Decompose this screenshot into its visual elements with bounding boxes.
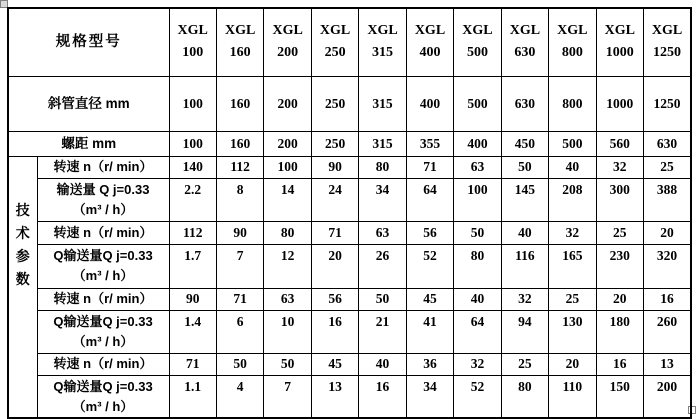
capacity-value-cell: 8	[216, 178, 263, 221]
speed-value-cell: 56	[406, 221, 453, 244]
speed-value-cell: 16	[596, 353, 643, 375]
capacity-value-cell: 130	[549, 310, 596, 353]
diameter-value-cell: 1250	[644, 76, 691, 131]
capacity-value-cell: 16	[311, 310, 358, 353]
capacity-value-cell: 165	[549, 244, 596, 288]
capacity-value-cell: 64	[406, 178, 453, 221]
capacity-value-cell: 13	[311, 375, 358, 418]
capacity-value-cell: 150	[596, 375, 643, 418]
capacity-value-cell: 2.2	[169, 178, 216, 221]
model-header-cell	[406, 8, 453, 76]
capacity-value-cell: 1.4	[169, 310, 216, 353]
spec-table	[7, 7, 692, 419]
row-label-line1: Q输送量Q j=0.33	[53, 247, 153, 263]
speed-value-cell: 80	[264, 221, 311, 244]
diameter-value-cell: 100	[169, 76, 216, 131]
speed-label-cell	[37, 353, 169, 375]
speed-value-cell: 20	[549, 353, 596, 375]
capacity-value-cell: 64	[454, 310, 501, 353]
model-prefix: XGL	[557, 23, 588, 39]
capacity-value-cell: 1.7	[169, 244, 216, 288]
speed-value-cell: 32	[549, 221, 596, 244]
model-prefix: XGL	[651, 23, 683, 39]
tech-params-group-char: 数	[15, 270, 30, 287]
capacity-value-cell: 24	[311, 178, 358, 221]
pitch-value-cell: 200	[264, 131, 311, 156]
model-header-cell	[454, 8, 501, 76]
speed-value-cell: 25	[501, 353, 548, 375]
capacity-value-cell: 26	[359, 244, 406, 288]
speed-value-cell: 40	[359, 353, 406, 375]
speed-value-cell: 90	[216, 221, 263, 244]
pitch-value-cell: 355	[406, 131, 453, 156]
capacity-value-cell: 80	[501, 375, 548, 418]
row-label-line1: 输送量 Q j=0.33	[56, 181, 150, 197]
speed-value-cell: 50	[264, 353, 311, 375]
model-header-cell	[644, 8, 691, 76]
model-number: 100	[182, 45, 204, 61]
diameter-label-cell: 斜管直径 mm	[8, 76, 169, 131]
capacity-value-cell: 4	[216, 375, 263, 418]
capacity-value-cell: 180	[596, 310, 643, 353]
row-label-line2: （m³ / h）	[72, 398, 134, 414]
speed-value-cell: 80	[359, 156, 406, 178]
capacity-value-cell: 34	[406, 375, 453, 418]
speed-value-cell: 50	[501, 156, 548, 178]
capacity-value-cell: 320	[644, 244, 691, 288]
speed-label-cell	[37, 156, 169, 178]
speed-value-cell: 32	[501, 288, 548, 310]
capacity-value-cell: 12	[264, 244, 311, 288]
capacity-value-cell: 14	[264, 178, 311, 221]
speed-value-cell: 25	[644, 156, 691, 178]
tech-params-group-cell	[8, 156, 37, 418]
pitch-value-cell: 500	[549, 131, 596, 156]
pitch-value-cell: 400	[454, 131, 501, 156]
diameter-value-cell: 200	[264, 76, 311, 131]
speed-value-cell: 32	[454, 353, 501, 375]
tech-params-group-char: 参	[15, 247, 30, 264]
model-number: 315	[372, 45, 394, 61]
capacity-value-cell: 260	[644, 310, 691, 353]
diameter-value-cell: 315	[359, 76, 406, 131]
model-header-cell	[596, 8, 643, 76]
capacity-value-cell: 52	[454, 375, 501, 418]
capacity-value-cell: 230	[596, 244, 643, 288]
pitch-value-cell: 100	[169, 131, 216, 156]
speed-value-cell: 50	[359, 288, 406, 310]
capacity-value-cell: 94	[501, 310, 548, 353]
speed-value-cell: 63	[264, 288, 311, 310]
speed-value-cell: 71	[406, 156, 453, 178]
speed-value-cell: 20	[644, 221, 691, 244]
capacity-value-cell: 1.1	[169, 375, 216, 418]
speed-value-cell: 40	[454, 288, 501, 310]
diameter-value-cell: 160	[216, 76, 263, 131]
model-header-cell	[549, 8, 596, 76]
row-label-line1: 转速 n（r/ min）	[53, 356, 153, 371]
model-number: 200	[277, 45, 299, 61]
speed-label-cell	[37, 288, 169, 310]
speed-value-cell: 45	[311, 353, 358, 375]
speed-value-cell: 112	[216, 156, 263, 178]
speed-value-cell: 63	[454, 156, 501, 178]
diameter-value-cell: 250	[311, 76, 358, 131]
diameter-value-cell: 630	[501, 76, 548, 131]
capacity-value-cell: 7	[216, 244, 263, 288]
capacity-value-cell: 208	[549, 178, 596, 221]
capacity-value-cell: 21	[359, 310, 406, 353]
tech-params-group-char: 技	[15, 201, 30, 218]
pitch-value-cell: 630	[644, 131, 691, 156]
capacity-value-cell: 200	[644, 375, 691, 418]
model-header-cell	[264, 8, 311, 76]
speed-value-cell: 20	[596, 288, 643, 310]
model-header-cell	[311, 8, 358, 76]
row-label-line2: （m³ / h）	[72, 201, 134, 217]
capacity-label-cell	[37, 178, 169, 221]
capacity-value-cell: 116	[501, 244, 548, 288]
spec-model-header-cell: 规格型号	[8, 8, 169, 76]
model-prefix: XGL	[367, 23, 398, 39]
speed-value-cell: 32	[596, 156, 643, 178]
model-number: 1250	[653, 45, 682, 61]
row-label-line1: 转速 n（r/ min）	[53, 224, 153, 240]
pitch-label-cell: 螺距 mm	[8, 131, 169, 156]
tech-params-group-char: 术	[15, 224, 30, 241]
model-prefix: XGL	[272, 23, 303, 39]
model-prefix: XGL	[509, 23, 541, 39]
capacity-label-cell	[37, 375, 169, 418]
capacity-value-cell: 80	[454, 244, 501, 288]
model-prefix: XGL	[319, 23, 351, 39]
speed-value-cell: 45	[406, 288, 453, 310]
speed-value-cell: 16	[644, 288, 691, 310]
speed-value-cell: 50	[454, 221, 501, 244]
model-header-cell	[501, 8, 548, 76]
capacity-label-cell	[37, 310, 169, 353]
model-prefix: XGL	[225, 23, 256, 39]
model-number: 800	[561, 45, 583, 61]
speed-value-cell: 13	[644, 353, 691, 375]
pitch-value-cell: 160	[216, 131, 263, 156]
model-header-cell	[216, 8, 263, 76]
speed-value-cell: 100	[264, 156, 311, 178]
row-label-line1: 转速 n（r/ min）	[53, 159, 153, 174]
capacity-value-cell: 34	[359, 178, 406, 221]
capacity-label-cell	[37, 244, 169, 288]
speed-value-cell: 112	[169, 221, 216, 244]
speed-value-cell: 71	[169, 353, 216, 375]
pitch-value-cell: 315	[359, 131, 406, 156]
capacity-value-cell: 300	[596, 178, 643, 221]
model-number: 1000	[605, 45, 634, 61]
capacity-value-cell: 16	[359, 375, 406, 418]
diameter-value-cell: 400	[406, 76, 453, 131]
capacity-value-cell: 41	[406, 310, 453, 353]
speed-value-cell: 40	[549, 156, 596, 178]
speed-value-cell: 90	[169, 288, 216, 310]
row-label-line1: Q输送量Q j=0.33	[53, 378, 153, 394]
speed-value-cell: 71	[216, 288, 263, 310]
capacity-value-cell: 20	[311, 244, 358, 288]
diameter-value-cell: 1000	[596, 76, 643, 131]
capacity-value-cell: 52	[406, 244, 453, 288]
speed-value-cell: 36	[406, 353, 453, 375]
capacity-value-cell: 6	[216, 310, 263, 353]
speed-value-cell: 140	[169, 156, 216, 178]
speed-value-cell: 50	[216, 353, 263, 375]
capacity-value-cell: 7	[264, 375, 311, 418]
diameter-value-cell: 500	[454, 76, 501, 131]
row-label-line2: （m³ / h）	[72, 333, 134, 349]
diameter-value-cell: 800	[549, 76, 596, 131]
speed-value-cell: 40	[501, 221, 548, 244]
model-number: 400	[419, 45, 441, 61]
capacity-value-cell: 100	[454, 178, 501, 221]
capacity-value-cell: 388	[644, 178, 691, 221]
row-label-line1: Q输送量Q j=0.33	[53, 313, 153, 329]
speed-value-cell: 25	[549, 288, 596, 310]
capacity-value-cell: 110	[549, 375, 596, 418]
pitch-value-cell: 450	[501, 131, 548, 156]
model-prefix: XGL	[462, 23, 493, 39]
model-number: 160	[229, 45, 251, 61]
capacity-value-cell: 145	[501, 178, 548, 221]
model-header-cell	[169, 8, 216, 76]
capacity-value-cell: 10	[264, 310, 311, 353]
row-label-line1: 转速 n（r/ min）	[53, 291, 153, 306]
pitch-value-cell: 560	[596, 131, 643, 156]
speed-label-cell	[37, 221, 169, 244]
model-prefix: XGL	[414, 23, 446, 39]
speed-value-cell: 71	[311, 221, 358, 244]
speed-value-cell: 25	[596, 221, 643, 244]
model-number: 500	[466, 45, 488, 61]
row-label-line2: （m³ / h）	[72, 267, 134, 283]
model-number: 630	[514, 45, 536, 61]
speed-value-cell: 90	[311, 156, 358, 178]
model-number: 250	[324, 45, 346, 61]
speed-value-cell: 56	[311, 288, 358, 310]
model-prefix: XGL	[604, 23, 635, 39]
speed-value-cell: 63	[359, 221, 406, 244]
pitch-value-cell: 250	[311, 131, 358, 156]
model-prefix: XGL	[177, 23, 208, 39]
model-header-cell	[359, 8, 406, 76]
